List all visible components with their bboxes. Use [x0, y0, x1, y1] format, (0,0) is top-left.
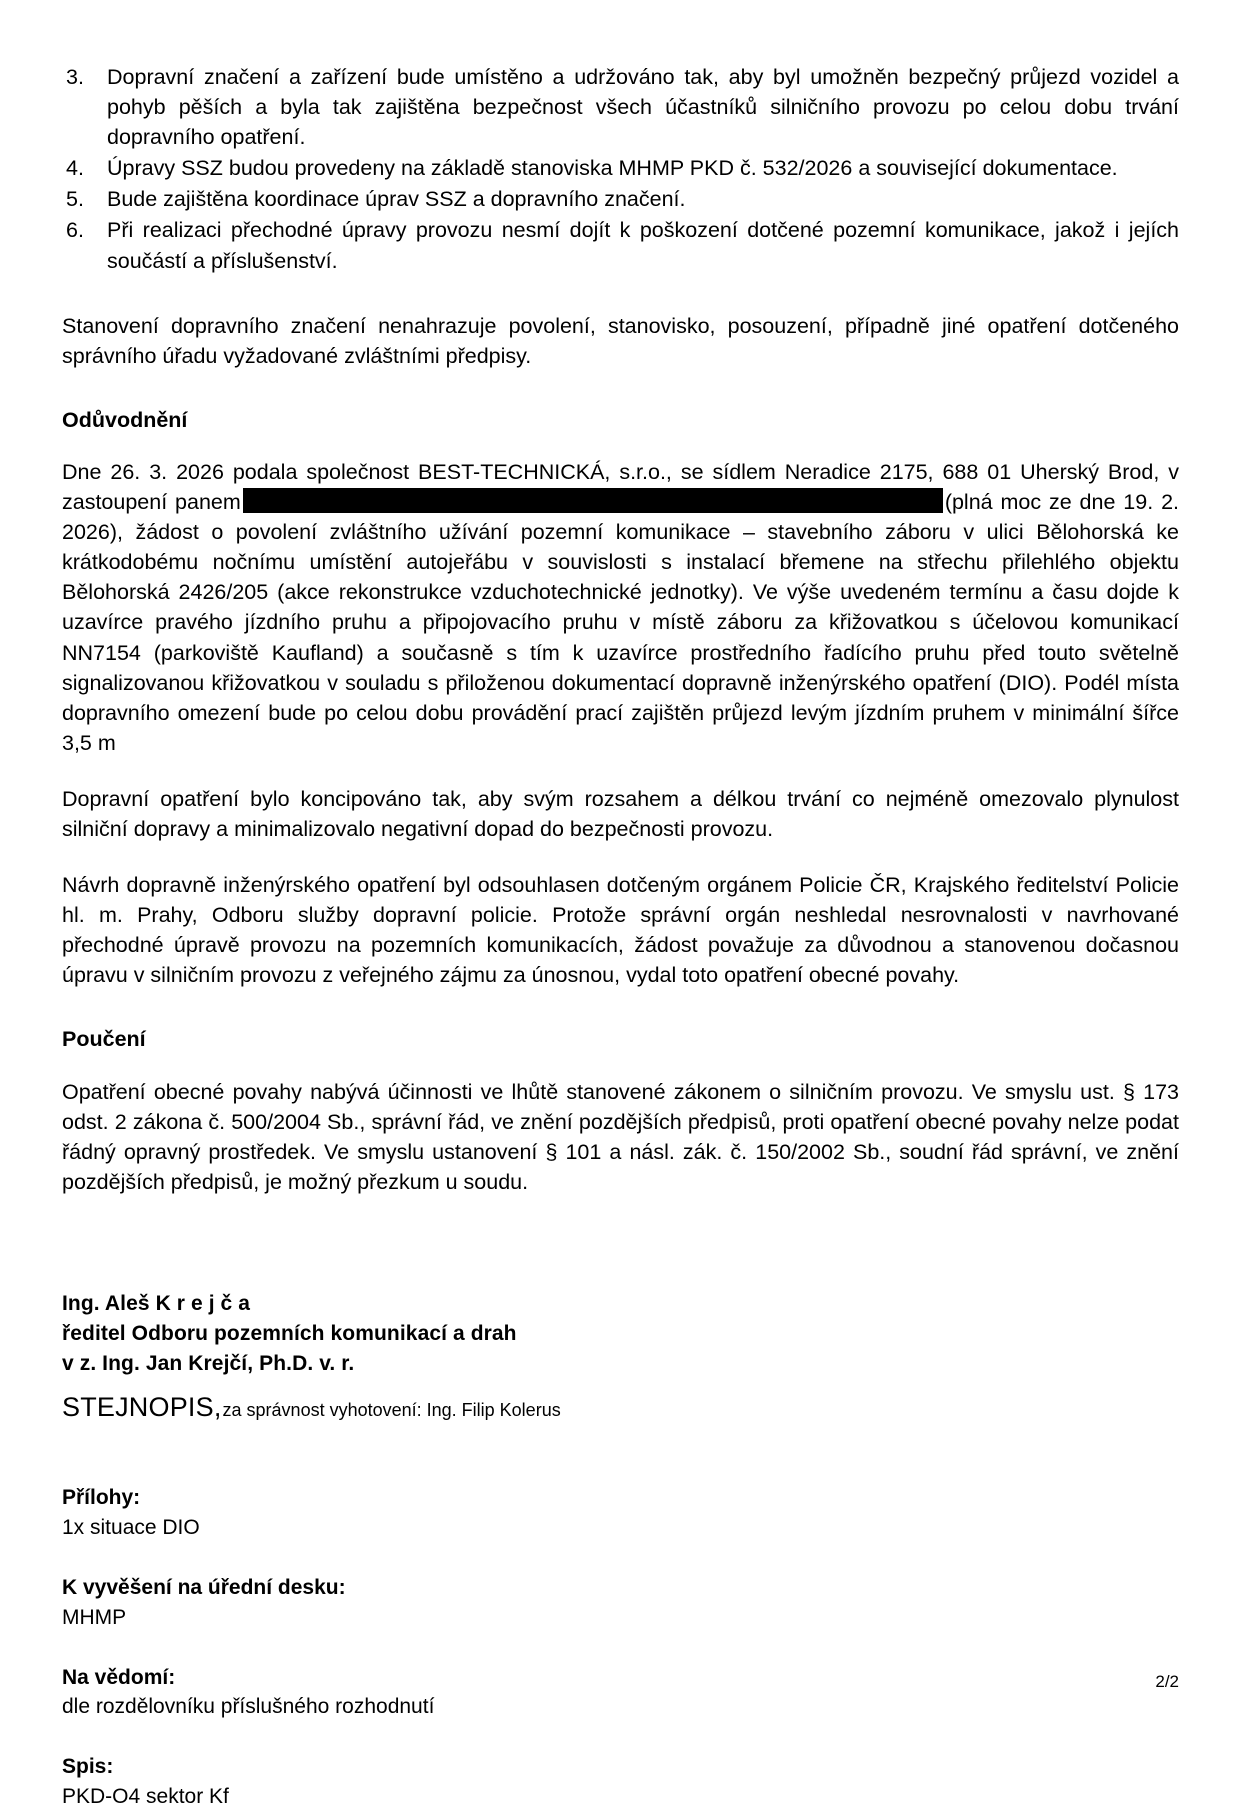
list-item-text: Úpravy SSZ budou provedeny na základě stanoviska MHMP PKD č. 532/2026 a související dokumentace. — [107, 156, 1118, 181]
spacer — [62, 435, 1179, 457]
stejnopis-row — [62, 1392, 1179, 1423]
list-item — [62, 215, 1179, 275]
spacer — [62, 990, 1179, 1024]
list-item — [62, 184, 1179, 214]
oduvodneni-paragraph-1 — [62, 457, 1179, 758]
redacted-personal-name-bar — [243, 488, 943, 513]
footer-block-value: PKD-O4 sektor Kf — [62, 1785, 229, 1809]
stejnopis-label: STEJNOPIS, — [62, 1392, 222, 1423]
list-item-text: Dopravní značení a zařízení bude umístěno a udržováno tak, aby byl umožněn bezpečný průjezd vozidel a pohyb pěších a byla tak zajištěna bezpečnost všech účastníků silničního provozu po celou dobu trvání dopravního opatření. — [107, 65, 1179, 150]
footer-block-prilohy — [62, 1483, 1179, 1543]
section-heading-pouceni: Poučení — [62, 1027, 146, 1052]
footer-block-uredni-deska — [62, 1573, 1179, 1633]
signature-block — [62, 1289, 1179, 1423]
footer-block-value: 1x situace DIO — [62, 1516, 200, 1540]
oduvodneni-text-before-redaction: Dne 26. 3. 2026 podala společnost BEST-TECHNICKÁ, s.r.o., se sídlem Neradice 2175, 688 01 Uherský Brod, v zastoupení panem — [62, 459, 1179, 515]
list-item — [62, 153, 1179, 183]
list-item-number: 6. — [66, 218, 84, 243]
spacer — [62, 371, 1179, 405]
spacer — [62, 277, 1179, 311]
oduvodneni-paragraph-3: Návrh dopravně inženýrského opatření byl odsouhlasen dotčeným orgánem Policie ČR, Krajského ředitelství Policie hl. m. Prahy, Odboru služby dopravní policie. Protože správní orgán neshledal nesrovnalosti v navrhované přechodné úpravě provozu na pozemních komunikacích, žádost považuje za důvodnou a stanovenou dočasnou úpravu v silničním provozu z veřejného zájmu za únosnou, vydal toto opatření obecné povahy. — [62, 873, 1179, 988]
list-item-number: 5. — [66, 187, 84, 212]
spacer — [62, 758, 1179, 784]
spacer — [62, 1055, 1179, 1077]
list-item — [62, 62, 1179, 152]
footer-block-value: dle rozdělovníku příslušného rozhodnutí — [62, 1695, 435, 1719]
spacer — [62, 1722, 1179, 1752]
footer-block-na-vedomi — [62, 1663, 1179, 1723]
spacer — [62, 1543, 1179, 1573]
footer-block-spis — [62, 1752, 1179, 1812]
footer-block-heading: Přílohy: — [62, 1486, 141, 1510]
footer-block-heading: Na vědomí: — [62, 1665, 176, 1689]
list-item-text: Bude zajištěna koordinace úprav SSZ a dopravního značení. — [107, 187, 686, 212]
signatory-title: ředitel Odboru pozemních komunikací a drah — [62, 1321, 517, 1345]
oduvodneni-text-after-redaction: (plná moc ze dne 19. 2. 2026), žádost o povolení zvláštního užívání pozemní komunikace – stavebního záboru v ulici Bělohorská ke krátkodobému nočnímu umístění autojeřábu v souvislosti s instalací břemene na střechu přilehlého objektu Bělohorská 2426/205 (akce rekonstrukce vzduchotechnické jednotky). Ve výše uvedeném termínu a času dojde k uzavírce pravého jízdního pruhu a připojovacího pruhu v místě záboru za křižovatkou s účelovou komunikací NN7154 (parkoviště Kaufland) a současně s tím k uzavírce prostředního řadícího pruhu před touto světelně signalizovanou křižovatkou v souladu s přiloženou dokumentací dopravně inženýrského opatření (DIO). Podél místa dopravního omezení bude po celou dobu provádění prací zajištěn průjezd levým jízdním pruhem v minimální šířce 3,5 m — [62, 490, 1179, 755]
list-item-text: Při realizaci přechodné úpravy provozu nesmí dojít k poškození dotčené pozemní komunikace, jakož i jejích součástí a příslušenství. — [107, 218, 1179, 273]
document-body — [62, 62, 1179, 1812]
list-item-number: 4. — [66, 156, 84, 181]
note-paragraph: Stanovení dopravního značení nenahrazuje povolení, stanovisko, posouzení, případně jiné opatření dotčeného správního úřadu vyžadované zvláštními předpisy. — [62, 313, 1179, 368]
stejnopis-note: za správnost vyhotovení: Ing. Filip Kolerus — [222, 1400, 561, 1421]
section-heading-oduvodneni: Odůvodnění — [62, 407, 188, 432]
spacer — [62, 844, 1179, 870]
page-number: 2/2 — [1155, 1672, 1179, 1691]
footer-block-value: MHMP — [62, 1605, 127, 1629]
oduvodneni-paragraph-2: Dopravní opatření bylo koncipováno tak, aby svým rozsahem a délkou trvání co nejméně omezovalo plynulost silniční dopravy a minimalizovalo negativní dopad do bezpečnosti provozu. — [62, 786, 1179, 841]
numbered-conditions-list — [62, 62, 1179, 276]
spacer — [62, 1423, 1179, 1483]
list-item-number: 3. — [66, 65, 84, 89]
signatory-deputy: v z. Ing. Jan Krejčí, Ph.D. v. r. — [62, 1351, 355, 1375]
pouceni-paragraph: Opatření obecné povahy nabývá účinnosti ve lhůtě stanovené zákonem o silničním provozu. Ve smyslu ust. § 173 odst. 2 zákona č. 500/2004 Sb., správní řád, ve znění pozdějších předpisů, proti opatření obecné povahy nelze podat řádný opravný prostředek. Ve smyslu ustanovení § 101 a násl. zák. č. 150/2002 Sb., soudní řád správní, ve znění pozdějších předpisů, je možný přezkum u soudu. — [62, 1079, 1179, 1194]
spacer — [62, 1633, 1179, 1663]
footer-block-heading: K vyvěšení na úřední desku: — [62, 1575, 346, 1599]
signatory-name: Ing. Aleš K r e j č a — [62, 1291, 251, 1315]
spacer — [62, 1197, 1179, 1289]
footer-block-heading: Spis: — [62, 1755, 114, 1779]
